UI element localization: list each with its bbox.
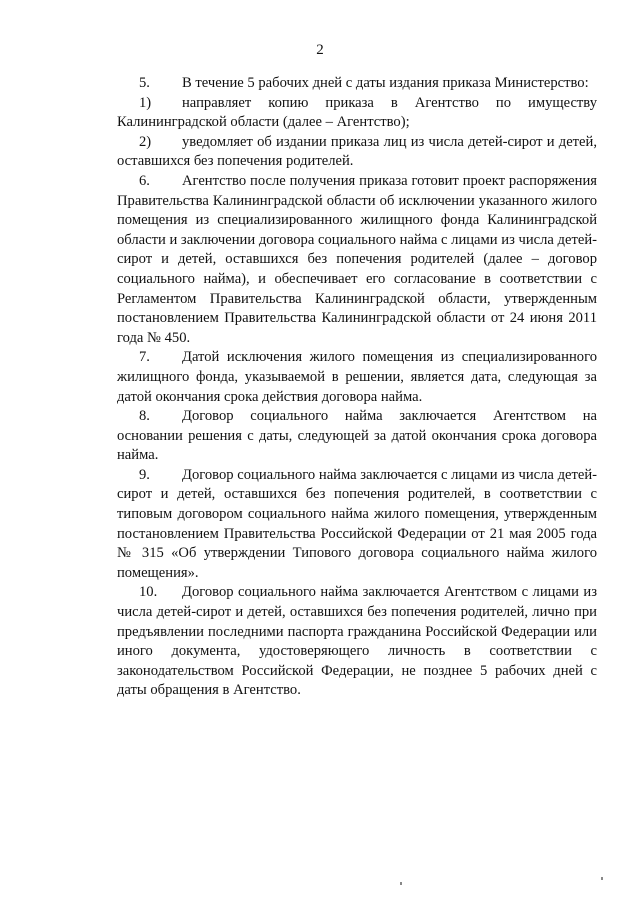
paragraph-number: 5. bbox=[139, 75, 150, 91]
paragraph-number: 6. bbox=[139, 172, 150, 189]
paragraph-text: направляет копию приказа в Агентство по имуществу Калининградской области (далее – Агентство); bbox=[117, 94, 597, 131]
paragraph-9 bbox=[117, 466, 597, 584]
paragraph-number: 9. bbox=[139, 466, 150, 483]
paragraph-number: 7. bbox=[139, 349, 150, 366]
document-body bbox=[117, 74, 597, 701]
paragraph-number: 10. bbox=[139, 584, 158, 601]
paragraph-number: 8. bbox=[139, 408, 150, 425]
scan-speck bbox=[400, 882, 402, 885]
paragraph-5-1 bbox=[117, 94, 597, 133]
paragraph-text: Агентство после получения приказа готовит проект распоряжения Правительства Калининградской области об исключении указанного жилого помещения из специализированного жилищного фонда Калининградской области и заключении договора социального найма с лицами из числа детей-сирот и детей, оставшихся без попечения родителей (далее – договор социального найма), и обеспечивает его согласование в соответствии с Регламентом Правительства Калининградской области, утвержденным постановлением Правительства Калининградской области от 24 июня 2011 года № 450. bbox=[117, 172, 597, 346]
paragraph-text: Договор социального найма заключается с лицами из числа детей-сирот и детей, оставшихся без попечения родителей, в соответствии с типовым договором социального найма жилого помещения, утвержденным постановлением Правительства Российской Федерации от 21 мая 2005 года № 315 «Об утверждении Типового договора социального найма жилого помещения». bbox=[117, 466, 597, 581]
paragraph-text: Договор социального найма заключается Агентством на основании решения с даты, следующей за датой окончания срока договора найма. bbox=[117, 408, 597, 464]
paragraph-text: Датой исключения жилого помещения из специализированного жилищного фонда, указываемой в решении, является дата, следующая за датой окончания срока действия договора найма. bbox=[117, 349, 597, 405]
scan-speck bbox=[601, 877, 603, 880]
page-number: 2 bbox=[316, 42, 324, 58]
paragraph-7 bbox=[117, 348, 597, 407]
paragraph-number: 1) bbox=[139, 94, 152, 111]
paragraph-10 bbox=[117, 583, 597, 701]
paragraph-text: уведомляет об издании приказа лиц из числа детей-сирот и детей, оставшихся без попечения родителей. bbox=[117, 133, 597, 170]
paragraph-8 bbox=[117, 407, 597, 466]
paragraph-text: Договор социального найма заключается Агентством с лицами из числа детей-сирот и детей, оставшихся без попечения родителей, лично при предъявлении последними паспорта гражданина Российской Федерации или иного документа, удостоверяющего личность в соответствии с законодательством Российской Федерации, не позднее 5 рабочих дней с даты обращения в Агентство. bbox=[117, 584, 597, 699]
paragraph-5 bbox=[117, 74, 597, 94]
paragraph-number: 2) bbox=[139, 133, 152, 150]
paragraph-6 bbox=[117, 172, 597, 348]
paragraph-text: В течение 5 рабочих дней с даты издания приказа Министерство: bbox=[182, 75, 589, 91]
paragraph-5-2 bbox=[117, 133, 597, 172]
